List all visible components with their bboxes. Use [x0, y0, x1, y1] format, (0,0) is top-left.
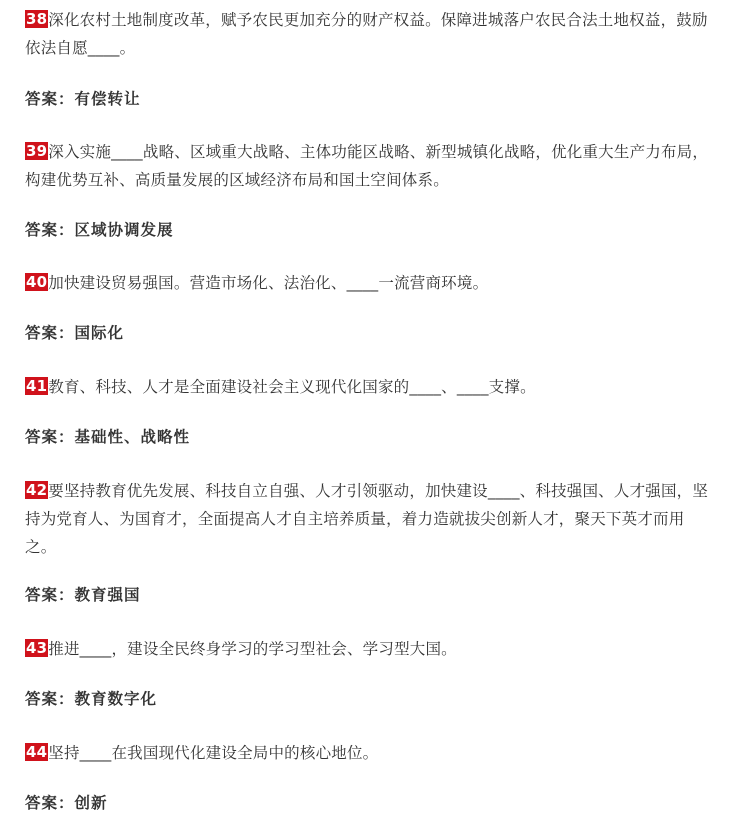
question-40 [25, 269, 715, 297]
question-number-badge: 44 [26, 743, 48, 761]
question-number-badge: 43 [26, 639, 48, 657]
question-number-badge: 41 [26, 377, 48, 395]
answer-38 [25, 88, 141, 110]
answer-44 [25, 792, 108, 814]
answer-text: 国际化 [74, 324, 125, 342]
answer-text: 教育数字化 [74, 690, 158, 708]
question-41 [25, 373, 715, 401]
question-text: 教育、科技、人才是全面建设社会主义现代化国家的____、____支撑。 [48, 378, 536, 396]
answer-label: 答案： [25, 221, 75, 239]
question-number-badge: 42 [26, 481, 48, 499]
question-44 [25, 739, 715, 767]
answer-text: 有偿转让 [74, 90, 141, 108]
answer-43 [25, 688, 157, 710]
question-number-badge: 40 [26, 273, 48, 291]
question-number-badge: 38 [26, 10, 48, 28]
answer-40 [25, 322, 124, 344]
answer-label: 答案： [25, 586, 75, 604]
question-text: 要坚持教育优先发展、科技自立自强、人才引领驱动，加快建设____、科技强国、人才强国，坚持为党育人、为国育才，全面提高人才自主培养质量，着力造就拔尖创新人才，聚天下英才而用之。 [25, 482, 709, 556]
question-text: 坚持____在我国现代化建设全局中的核心地位。 [48, 744, 379, 762]
answer-text: 基础性、战略性 [74, 428, 191, 446]
question-text: 深入实施____战略、区域重大战略、主体功能区战略、新型城镇化战略，优化重大生产力布局，构建优势互补、高质量发展的区域经济布局和国土空间体系。 [25, 143, 709, 189]
question-39 [25, 138, 715, 194]
question-43 [25, 635, 715, 663]
question-42 [25, 477, 715, 561]
answer-39 [25, 219, 174, 241]
answer-text: 创新 [74, 794, 108, 812]
answer-text: 教育强国 [74, 586, 141, 604]
answer-label: 答案： [25, 90, 75, 108]
question-38 [25, 6, 715, 62]
answer-label: 答案： [25, 324, 75, 342]
answer-42 [25, 584, 141, 606]
question-text: 推进____，建设全民终身学习的学习型社会、学习型大国。 [48, 640, 457, 658]
answer-label: 答案： [25, 428, 75, 446]
answer-label: 答案： [25, 794, 75, 812]
answer-text: 区域协调发展 [74, 221, 174, 239]
question-text: 加快建设贸易强国。营造市场化、法治化、____一流营商环境。 [48, 274, 489, 292]
question-text: 深化农村土地制度改革，赋予农民更加充分的财产权益。保障进城落户农民合法土地权益，鼓励依法自愿____。 [25, 11, 708, 57]
answer-label: 答案： [25, 690, 75, 708]
question-number-badge: 39 [26, 142, 48, 160]
answer-41 [25, 426, 190, 448]
